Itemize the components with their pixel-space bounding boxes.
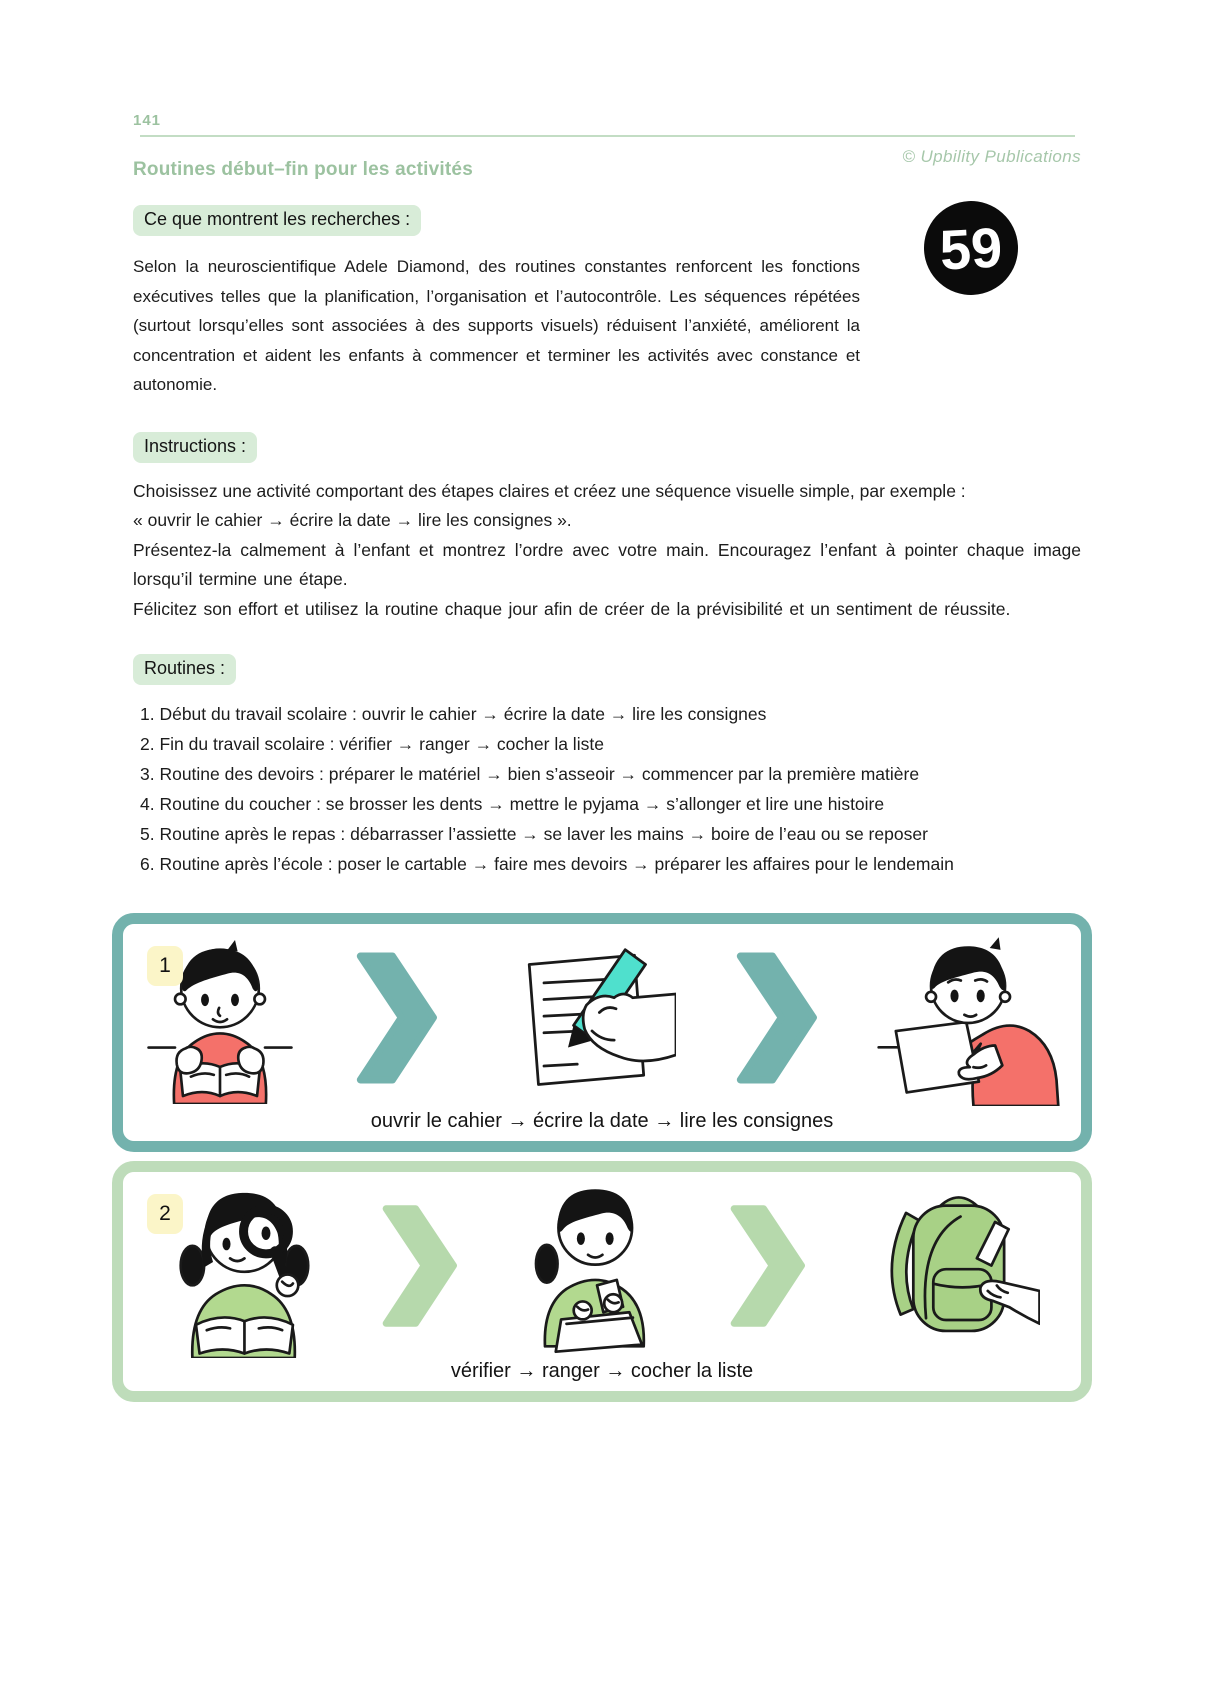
sequence-card-1-steps xyxy=(123,930,1081,1106)
page-header xyxy=(133,145,1081,181)
chevron-right-icon xyxy=(724,1202,810,1330)
girl-tidying-box-illustration xyxy=(514,1174,672,1358)
research-paragraph: Selon la neuroscientifique Adele Diamond, des routines constantes renforcent les fonctions exécutives telles que la planification, l’organisation et l’autocontrôle. Les séquences répétées (surtout lorsqu’elles sont associées à des supports visuels) réduisent l’anxiété, améliorent la concentration et aident les enfants à commencer et terminer les activités avec constance et autonomie. xyxy=(133,257,860,394)
routines-list xyxy=(133,699,1081,879)
routine-item: 2. Fin du travail scolaire : vérifier → ranger → cocher la liste xyxy=(140,734,604,754)
instructions-paragraph-3: Félicitez son effort et utilisez la routine chaque jour afin de créer de la prévisibilité et un sentiment de réussite. xyxy=(133,598,1011,619)
sequence-card-1-caption: ouvrir le cahier → écrire la date → lire les consignes xyxy=(370,1110,834,1132)
routine-item: 3. Routine des devoirs : préparer le matériel → bien s’asseoir → commencer par la première matière xyxy=(140,764,920,784)
girl-magnifier-illustration xyxy=(164,1174,324,1358)
backpack-illustration xyxy=(862,1182,1040,1350)
sequence-card-2-steps xyxy=(123,1178,1081,1354)
instructions-heading: Instructions : xyxy=(133,432,257,463)
chevron-right-icon xyxy=(376,1202,462,1330)
routine-item: 6. Routine après l’école : poser le cartable → faire mes devoirs → préparer les affaires pour le lendemain xyxy=(140,854,954,874)
routines-section xyxy=(133,654,1081,879)
instructions-section xyxy=(133,432,1081,625)
sequence-card-1-number: 1 xyxy=(147,946,183,986)
instructions-paragraph-1: Choisissez une activité comportant des étapes claires et créez une séquence visuelle simple, par exemple : xyxy=(133,480,966,501)
routine-item: 5. Routine après le repas : débarrasser l’assiette → se laver les mains → boire de l’eau ou se reposer xyxy=(140,824,928,844)
sequence-card-2-number: 2 xyxy=(147,1194,183,1234)
page-number: 141 xyxy=(133,112,162,129)
chevron-right-icon xyxy=(351,949,441,1087)
sequence-card-1 xyxy=(112,913,1092,1152)
header-divider xyxy=(140,135,1075,137)
sequence-card-2 xyxy=(112,1161,1092,1402)
page-title: Routines début–fin pour les activités xyxy=(133,159,473,180)
chevron-right-icon xyxy=(731,949,821,1087)
instructions-example-line: « ouvrir le cahier → écrire la date → lire les consignes ». xyxy=(133,510,572,530)
routines-heading: Routines : xyxy=(133,654,236,685)
instructions-paragraph-2: Présentez-la calmement à l’enfant et montrez l’ordre avec votre main. Encouragez l’enfant à pointer chaque image lorsqu’il termine une étape. xyxy=(133,539,1081,589)
activity-number-badge: 59 xyxy=(921,199,1020,298)
sequence-card-2-caption: vérifier → ranger → cocher la liste xyxy=(450,1360,754,1382)
copyright-notice: © Upbility Publications xyxy=(902,147,1081,166)
page xyxy=(0,112,1214,1402)
boy-pointing-illustration xyxy=(876,930,1061,1106)
hand-writing-date-illustration xyxy=(496,944,676,1092)
research-section xyxy=(133,205,1081,400)
routine-item: 4. Routine du coucher : se brosser les dents → mettre le pyjama → s’allonger et lire une histoire xyxy=(140,794,885,814)
research-heading: Ce que montrent les recherches : xyxy=(133,205,421,236)
routine-item: 1. Début du travail scolaire : ouvrir le cahier → écrire la date → lire les consignes xyxy=(140,704,767,724)
